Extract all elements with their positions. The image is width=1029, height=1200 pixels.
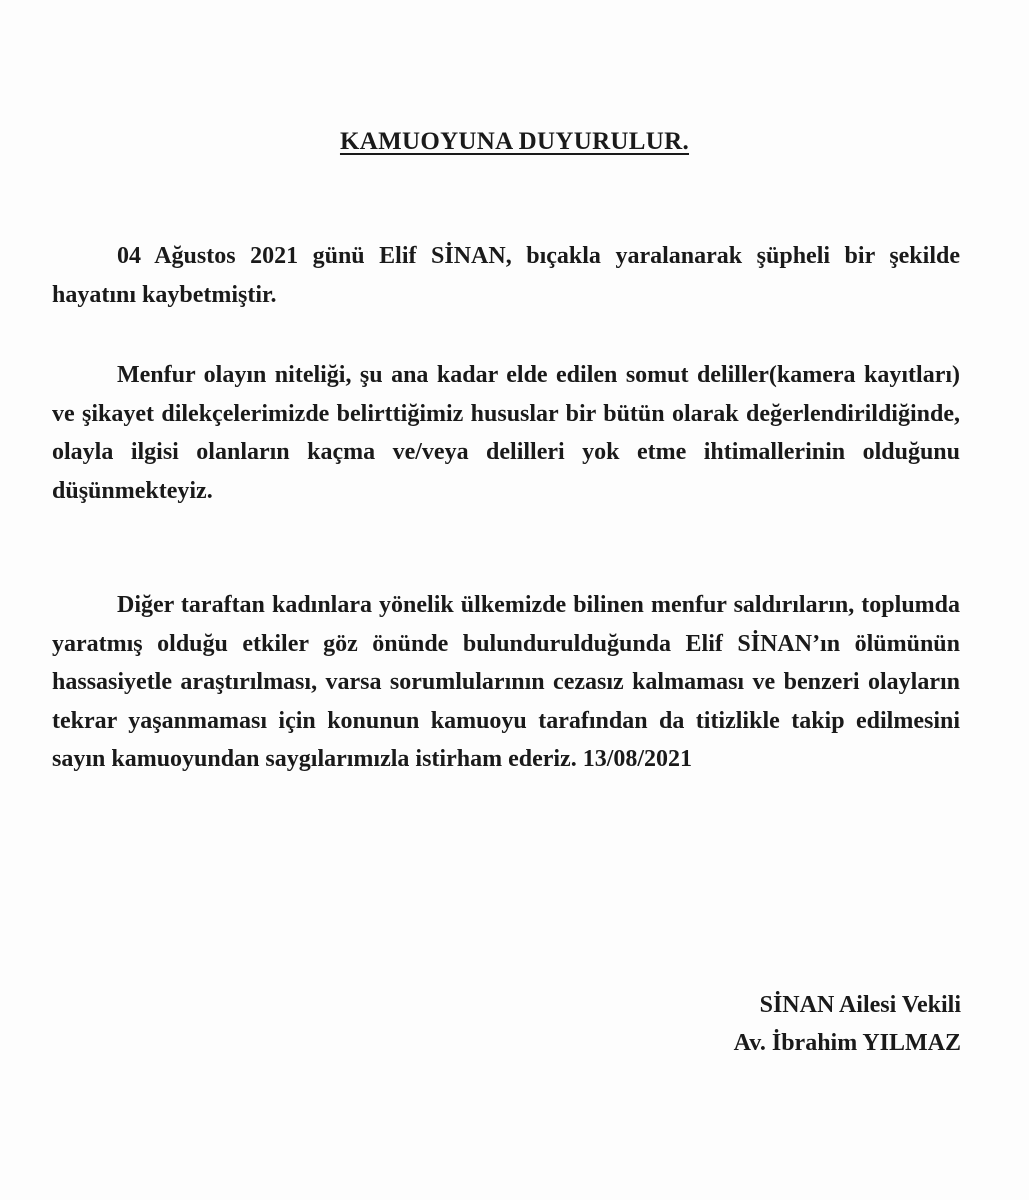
paragraph-3: Diğer taraftan kadınlara yönelik ülkemizde bilinen menfur saldırıların, toplumda yaratmış olduğu etkiler göz önünde bulundurulduğunda Elif SİNAN’ın ölümünün hassasiyetle araştırılması, varsa sorumlularının cezasız kalmaması ve benzeri olayların tekrar yaşanmaması için konunun kamuoyu tarafından da titizlikle takip edilmesini sayın kamuoyundan saygılarımızla istirham ederiz. 13/08/2021 bbox=[52, 592, 960, 772]
paragraph-2: Menfur olayın niteliği, şu ana kadar elde edilen somut deliller(kamera kayıtları) ve şikayet dilekçelerimizde belirttiğimiz hususlar bir bütün olarak değerlendirildiğinde, olayla ilgisi olanların kaçma ve/veya delilleri yok etme ihtimallerinin olduğunu düşünmekteyiz. bbox=[52, 362, 960, 504]
document-title bbox=[0, 128, 1029, 156]
document-title-text: KAMUOYUNA DUYURULUR. bbox=[339, 128, 690, 155]
paragraph-1: 04 Ağustos 2021 günü Elif SİNAN, bıçakla yaralanarak şüpheli bir şekilde hayatını kaybetmiştir. bbox=[52, 243, 960, 308]
signature-line-2: Av. İbrahim YILMAZ bbox=[733, 1030, 961, 1056]
signature-block bbox=[734, 986, 961, 1062]
signature-line-1: SİNAN Ailesi Vekili bbox=[759, 992, 961, 1018]
